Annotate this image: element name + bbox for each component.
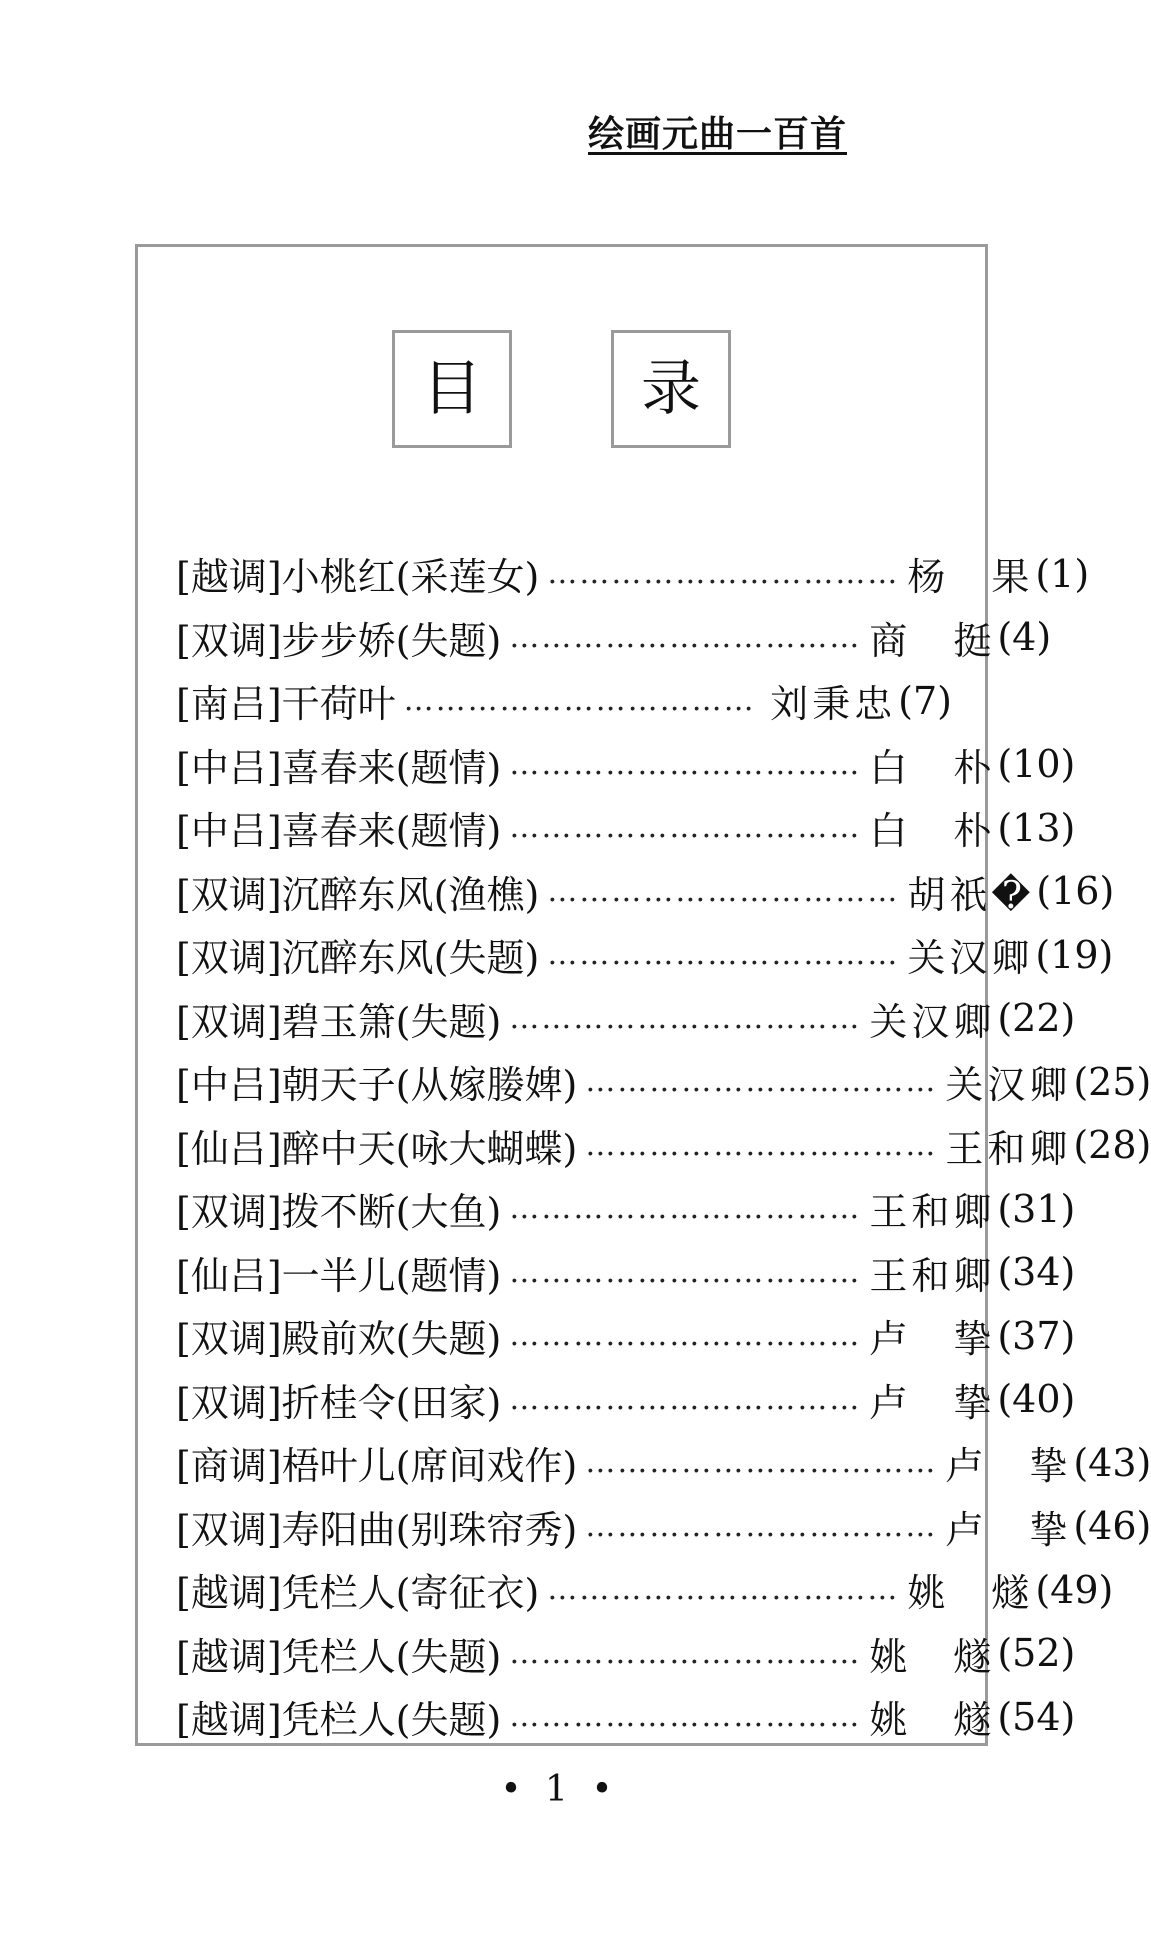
toc-entry-mode: [南吕] xyxy=(176,682,282,727)
toc-entry-title: 凭栏人(寄征衣) xyxy=(281,1571,540,1616)
toc-entry-leader: …………………………… xyxy=(509,746,862,782)
toc-entry-page: (54) xyxy=(997,1694,1076,1739)
toc-entry[interactable] xyxy=(176,1622,1076,1686)
toc-entry-leader: …………………………… xyxy=(509,1635,862,1671)
toc-entry-mode: [仙吕] xyxy=(176,1253,282,1298)
toc-entry-title: 醉中天(咏大蝴蝶) xyxy=(281,1126,578,1171)
toc-entry-title: 喜春来(题情) xyxy=(281,809,502,854)
toc-entry-title: 沉醉东风(渔樵) xyxy=(281,872,540,917)
toc-entry[interactable] xyxy=(176,1241,1076,1305)
toc-entry[interactable] xyxy=(176,733,1076,797)
toc-entry-leader: …………………………… xyxy=(585,1445,938,1481)
toc-entry[interactable] xyxy=(176,860,1115,924)
toc-entry-mode: [双调] xyxy=(176,872,282,917)
toc-entry-title: 折桂令(田家) xyxy=(281,1380,502,1425)
toc-entry-author: 白 朴 xyxy=(869,809,996,854)
toc-entry[interactable] xyxy=(176,542,1090,606)
toc-entry-author: 关汉卿 xyxy=(945,1063,1072,1108)
toc-entry-mode: [中吕] xyxy=(176,745,282,790)
toc-entry-author: 关汉卿 xyxy=(907,936,1034,981)
toc-entry[interactable] xyxy=(176,669,952,733)
toc-entry-leader: …………………………… xyxy=(509,1254,862,1290)
toc-entry-page: (7) xyxy=(898,678,952,723)
toc-entry-title: 拨不断(大鱼) xyxy=(281,1190,502,1235)
toc-entry-author: 胡祇� xyxy=(907,872,1035,917)
toc-entry-page: (46) xyxy=(1073,1504,1151,1549)
toc-entry-leader: …………………………… xyxy=(547,1572,900,1608)
toc-entry[interactable] xyxy=(176,1304,1076,1368)
toc-entry-author: 姚 燧 xyxy=(907,1571,1034,1616)
toc-entry-page: (40) xyxy=(997,1377,1076,1422)
toc-entry[interactable] xyxy=(176,1685,1076,1749)
toc-entry-title: 步步娇(失题) xyxy=(281,618,502,663)
toc-entry-title: 沉醉东风(失题) xyxy=(281,936,540,981)
toc-entry-page: (13) xyxy=(997,805,1076,850)
toc-entry-page: (19) xyxy=(1035,932,1114,977)
toc-entry-page: (4) xyxy=(997,615,1052,660)
toc-entry-mode: [越调] xyxy=(176,1698,282,1743)
toc-entry-leader: …………………………… xyxy=(509,1191,862,1227)
toc-entry-page: (1) xyxy=(1035,551,1090,596)
toc-entry-author: 卢 挚 xyxy=(869,1380,996,1425)
toc-entry-mode: [双调] xyxy=(176,1507,282,1552)
toc-entry-title: 凭栏人(失题) xyxy=(281,1634,502,1679)
toc-entry-mode: [越调] xyxy=(176,1571,282,1616)
toc-entry-page: (16) xyxy=(1036,869,1115,914)
toc-entry-title: 朝天子(从嫁媵婢) xyxy=(281,1063,578,1108)
toc-entry-page: (52) xyxy=(997,1631,1076,1676)
toc-entry-mode: [越调] xyxy=(176,555,282,600)
toc-entry-page: (49) xyxy=(1035,1567,1114,1612)
toc-entry[interactable] xyxy=(176,923,1114,987)
toc-entry-leader: …………………………… xyxy=(585,1064,938,1100)
toc-entry-author: 姚 燧 xyxy=(869,1634,996,1679)
toc-entry-leader: …………………………… xyxy=(509,1381,862,1417)
toc-entry-title: 一半儿(题情) xyxy=(281,1253,502,1298)
toc-heading-char-1: 目 xyxy=(392,330,512,448)
toc-entry-author: 卢 挚 xyxy=(945,1444,1072,1489)
toc-entry-author: 关汉卿 xyxy=(869,999,996,1044)
toc-entry-mode: [双调] xyxy=(176,936,282,981)
toc-entry-title: 殿前欢(失题) xyxy=(281,1317,502,1362)
toc-entry[interactable] xyxy=(176,987,1076,1051)
toc-entry[interactable] xyxy=(176,1050,1151,1114)
toc-entry-mode: [越调] xyxy=(176,1634,282,1679)
toc-entry-page: (37) xyxy=(997,1313,1076,1358)
toc-entry-leader: …………………………… xyxy=(403,683,756,719)
toc-entry-page: (28) xyxy=(1073,1123,1151,1168)
toc-list xyxy=(176,542,1151,1749)
toc-entry-mode: [双调] xyxy=(176,1380,282,1425)
toc-entry-title: 干荷叶 xyxy=(281,682,396,727)
toc-entry-author: 王和卿 xyxy=(869,1190,996,1235)
toc-entry-title: 凭栏人(失题) xyxy=(281,1698,502,1743)
toc-entry-author: 姚 燧 xyxy=(869,1698,996,1743)
toc-frame xyxy=(135,244,1151,1746)
toc-entry-leader: …………………………… xyxy=(509,619,862,655)
toc-entry-mode: [商调] xyxy=(176,1444,282,1489)
toc-entry-title: 喜春来(题情) xyxy=(281,745,502,790)
toc-heading-char-2: 录 xyxy=(611,330,731,448)
toc-entry-leader: …………………………… xyxy=(509,1000,862,1036)
toc-entry-page: (43) xyxy=(1073,1440,1151,1485)
toc-entry-title: 碧玉箫(失题) xyxy=(281,999,502,1044)
toc-entry-page: (34) xyxy=(997,1250,1076,1295)
toc-entry-page: (25) xyxy=(1073,1059,1151,1104)
toc-entry-title: 梧叶儿(席间戏作) xyxy=(281,1444,578,1489)
toc-entry[interactable] xyxy=(176,1558,1114,1622)
toc-entry-mode: [双调] xyxy=(176,1317,282,1362)
toc-entry-leader: …………………………… xyxy=(509,1318,862,1354)
toc-entry-leader: …………………………… xyxy=(585,1508,938,1544)
toc-entry-mode: [中吕] xyxy=(176,1063,282,1108)
toc-entry-mode: [仙吕] xyxy=(176,1126,282,1171)
toc-entry-page: (22) xyxy=(997,996,1076,1041)
toc-entry[interactable] xyxy=(176,1177,1076,1241)
toc-entry[interactable] xyxy=(176,1368,1076,1432)
toc-entry-author: 王和卿 xyxy=(869,1253,996,1298)
toc-entry-mode: [双调] xyxy=(176,999,282,1044)
toc-entry-mode: [中吕] xyxy=(176,809,282,854)
toc-entry-author: 卢 挚 xyxy=(945,1507,1072,1552)
toc-entry-author: 杨 果 xyxy=(907,555,1034,600)
page-number: • 1 • xyxy=(500,1769,619,1810)
toc-entry[interactable] xyxy=(176,606,1052,670)
toc-entry-author: 白 朴 xyxy=(869,745,996,790)
toc-entry-leader: …………………………… xyxy=(509,810,862,846)
toc-entry-leader: …………………………… xyxy=(547,873,900,909)
toc-entry-leader: …………………………… xyxy=(585,1127,938,1163)
toc-entry-author: 王和卿 xyxy=(945,1126,1072,1171)
toc-entry-leader: …………………………… xyxy=(547,937,900,973)
toc-entry-author: 刘秉忠 xyxy=(770,682,897,727)
toc-entry-mode: [双调] xyxy=(176,618,282,663)
book-title: 绘画元曲一百首 xyxy=(588,113,848,155)
toc-entry-author: 卢 挚 xyxy=(869,1317,996,1362)
toc-entry-leader: …………………………… xyxy=(547,556,900,592)
toc-entry[interactable] xyxy=(176,1495,1151,1559)
toc-entry-mode: [双调] xyxy=(176,1190,282,1235)
toc-entry-title: 寿阳曲(别珠帘秀) xyxy=(281,1507,578,1552)
toc-entry-author: 商 挺 xyxy=(869,618,996,663)
toc-entry[interactable] xyxy=(176,1431,1151,1495)
toc-entry-leader: …………………………… xyxy=(509,1699,862,1735)
toc-entry[interactable] xyxy=(176,1114,1151,1178)
toc-entry-page: (31) xyxy=(997,1186,1076,1231)
toc-entry-page: (10) xyxy=(997,742,1076,787)
toc-entry[interactable] xyxy=(176,796,1076,860)
toc-entry-title: 小桃红(采莲女) xyxy=(281,555,540,600)
